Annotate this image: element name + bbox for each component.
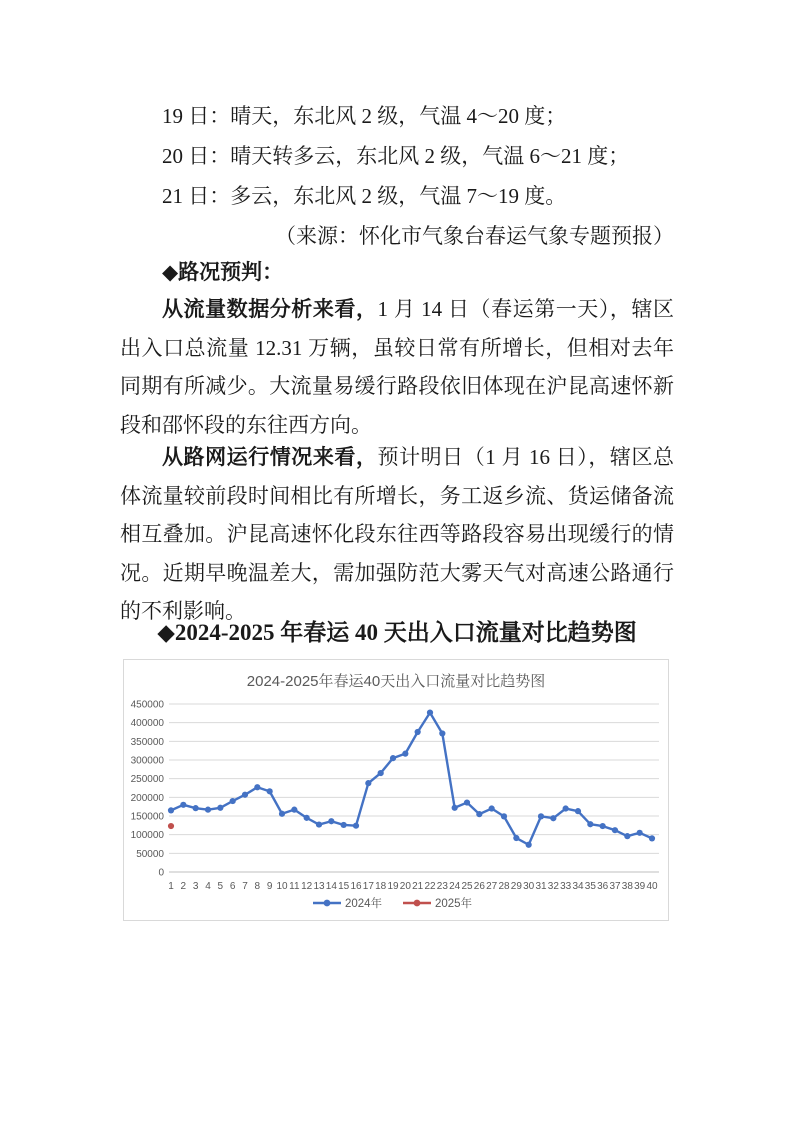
y-axis-tick-label: 350000 <box>130 736 164 748</box>
x-axis-tick-label: 13 <box>313 881 325 892</box>
data-point-marker <box>612 827 618 833</box>
data-point-marker <box>205 807 211 813</box>
chart-figure <box>124 660 668 920</box>
data-point-marker <box>489 805 495 811</box>
x-axis-tick-label: 26 <box>473 881 485 892</box>
weather-forecast-block <box>120 96 674 216</box>
x-axis-tick-label: 15 <box>338 881 350 892</box>
data-point-marker <box>538 813 544 819</box>
data-point-marker <box>637 830 643 836</box>
paragraph-body-text: 预计明日（1 月 16 日），辖区总体流量较前段时间相比有所增长，务工返乡流、货运储备流相互叠加。沪昆高速怀化段东往西等路段容易出现缓行的情况。近期早晚温差大，需加强防范大雾天气对高速公路通行的不利影响。 <box>120 445 675 623</box>
data-point-marker <box>304 815 310 821</box>
x-axis-tick-label: 38 <box>621 881 633 892</box>
data-point-marker <box>600 823 606 829</box>
x-axis-tick-label: 20 <box>399 881 411 892</box>
data-point-marker <box>427 709 433 715</box>
y-axis-tick-label: 100000 <box>130 830 164 842</box>
x-axis-tick-label: 32 <box>547 881 559 892</box>
data-point-marker <box>316 821 322 827</box>
data-point-marker <box>452 805 458 811</box>
data-point-marker <box>563 805 569 811</box>
x-axis-tick-label: 40 <box>646 881 658 892</box>
weather-line-day20: 20 日：晴天转多云，东北风 2 级，气温 6～21 度； <box>162 144 630 168</box>
data-point-marker <box>550 815 556 821</box>
x-axis-tick-label: 24 <box>449 881 461 892</box>
x-axis-tick-label: 11 <box>289 881 300 892</box>
data-point-marker <box>575 808 581 814</box>
y-axis-tick-label: 0 <box>158 867 164 879</box>
legend-label: 2025年 <box>435 898 473 910</box>
x-axis-tick-label: 34 <box>572 881 584 892</box>
x-axis-tick-label: 22 <box>424 881 436 892</box>
y-axis-tick-label: 250000 <box>130 774 164 786</box>
y-axis-tick-label: 450000 <box>130 699 164 711</box>
x-axis-tick-label: 17 <box>362 881 374 892</box>
data-point-marker <box>180 802 186 808</box>
chart-caption-heading: ◆2024-2025 年春运 40 天出入口流量对比趋势图 <box>157 620 637 645</box>
x-axis-tick-label: 3 <box>192 881 199 892</box>
data-point-marker <box>168 807 174 813</box>
traffic-trend-line-chart <box>124 660 668 920</box>
weather-line-day21: 21 日：多云，东北风 2 级，气温 7～19 度。 <box>162 184 567 208</box>
data-point-marker <box>464 799 470 805</box>
y-axis-tick-label: 150000 <box>130 811 164 823</box>
data-point-marker <box>193 805 199 811</box>
paragraph-lead-bold: 从路网运行情况来看， <box>162 445 378 469</box>
section-heading-road-forecast: ◆路况预判： <box>162 260 284 284</box>
x-axis-tick-label: 33 <box>560 881 572 892</box>
data-point-marker <box>254 784 260 790</box>
x-axis-tick-label: 19 <box>387 881 399 892</box>
x-axis-tick-label: 14 <box>325 881 337 892</box>
paragraph-network-operation <box>120 438 674 631</box>
data-point-marker <box>439 730 445 736</box>
data-point-marker <box>291 807 297 813</box>
data-point-marker <box>649 835 655 841</box>
x-axis-tick-label: 23 <box>436 881 448 892</box>
paragraph-lead-bold: 从流量数据分析来看， <box>162 297 378 321</box>
data-point-marker <box>415 729 421 735</box>
weather-line-day19: 19 日：晴天，东北风 2 级，气温 4～20 度； <box>162 104 567 128</box>
x-axis-tick-label: 12 <box>301 881 313 892</box>
data-point-marker <box>476 811 482 817</box>
x-axis-tick-label: 5 <box>217 881 224 892</box>
x-axis-tick-label: 31 <box>535 881 547 892</box>
paragraph-traffic-data-analysis <box>120 290 674 445</box>
x-axis-tick-label: 10 <box>276 881 288 892</box>
data-point-marker <box>365 780 371 786</box>
data-point-marker <box>168 823 174 829</box>
data-point-marker <box>279 811 285 817</box>
data-point-marker <box>513 835 519 841</box>
data-point-marker <box>217 805 223 811</box>
data-point-marker <box>526 842 532 848</box>
data-point-marker <box>267 788 273 794</box>
x-axis-tick-label: 29 <box>510 881 522 892</box>
x-axis-tick-label: 8 <box>254 881 261 892</box>
x-axis-tick-label: 25 <box>461 881 473 892</box>
data-point-marker <box>230 798 236 804</box>
x-axis-tick-label: 21 <box>412 881 424 892</box>
data-point-marker <box>624 833 630 839</box>
x-axis-tick-label: 39 <box>634 881 646 892</box>
x-axis-tick-label: 9 <box>266 881 273 892</box>
x-axis-tick-label: 35 <box>584 881 596 892</box>
y-axis-tick-label: 50000 <box>136 848 164 860</box>
data-point-marker <box>242 792 248 798</box>
chart-title: 2024-2025年春运40天出入口流量对比趋势图 <box>246 673 546 690</box>
data-point-marker <box>587 821 593 827</box>
x-axis-tick-label: 18 <box>375 881 387 892</box>
data-point-marker <box>378 770 384 776</box>
legend-marker <box>414 900 421 907</box>
x-axis-tick-label: 2 <box>180 881 187 892</box>
x-axis-tick-label: 37 <box>609 881 621 892</box>
x-axis-tick-label: 16 <box>350 881 362 892</box>
y-axis-tick-label: 200000 <box>130 792 164 804</box>
x-axis-tick-label: 28 <box>498 881 510 892</box>
x-axis-tick-label: 4 <box>205 881 211 892</box>
data-point-marker <box>501 813 507 819</box>
x-axis-tick-label: 30 <box>523 881 535 892</box>
data-point-marker <box>402 751 408 757</box>
data-point-marker <box>328 818 334 824</box>
source-attribution: （来源：怀化市气象台春运气象专题预报） <box>275 224 674 248</box>
legend-label: 2024年 <box>345 898 383 910</box>
data-point-marker <box>390 755 396 761</box>
paragraph-body-text: 1 月 14 日（春运第一天），辖区出入口总流量 12.31 万辆，虽较日常有所增长，但相对去年同期有所减少。大流量易缓行路段依旧体现在沪昆高速怀新段和邵怀段的东往西方向。 <box>120 297 675 438</box>
x-axis-tick-label: 6 <box>229 881 236 892</box>
legend-marker <box>324 900 331 907</box>
y-axis-tick-label: 300000 <box>130 755 164 767</box>
x-axis-tick-label: 1 <box>168 881 174 892</box>
x-axis-tick-label: 36 <box>597 881 609 892</box>
x-axis-tick-label: 7 <box>242 881 248 892</box>
chart-figure-frame <box>123 659 669 921</box>
data-point-marker <box>341 822 347 828</box>
x-axis-tick-label: 27 <box>486 881 498 892</box>
data-point-marker <box>353 823 359 829</box>
y-axis-tick-label: 400000 <box>130 718 164 730</box>
